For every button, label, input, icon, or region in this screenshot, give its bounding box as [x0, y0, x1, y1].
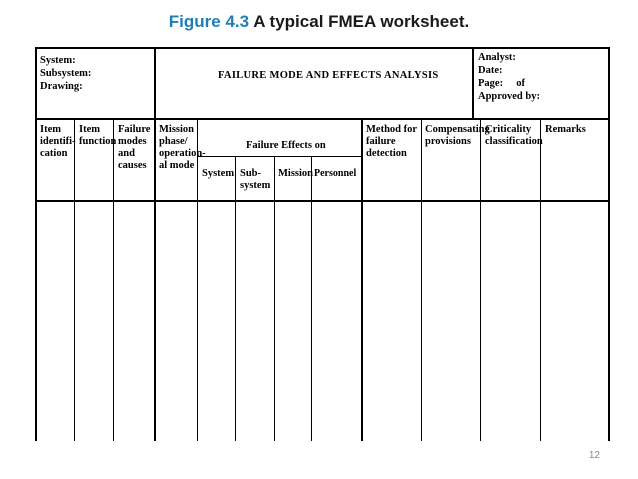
col-item-function: Item function	[79, 124, 117, 147]
col-line-11	[540, 118, 541, 441]
frame-right	[608, 47, 610, 441]
col-failure-effects-on: Failure Effects on	[246, 140, 326, 151]
date-label: Date:	[478, 65, 503, 76]
frame-left	[35, 47, 37, 441]
col-remarks: Remarks	[545, 124, 586, 135]
col-effects-personnel: Personnel	[314, 168, 357, 179]
column-header-bottom	[35, 200, 610, 202]
col-line-2	[113, 118, 114, 441]
col-effects-mission: Mission	[278, 168, 314, 179]
col-line-10	[480, 118, 481, 441]
analyst-label: Analyst:	[478, 52, 516, 63]
col-effects-subsystem: Sub- system	[240, 168, 271, 191]
header-divider-right	[472, 47, 474, 119]
col-line-1	[74, 118, 75, 441]
col-line-5	[235, 157, 236, 441]
col-failure-modes: Failure modes and causes	[118, 124, 151, 171]
system-label: System:	[40, 55, 76, 66]
col-method-detection: Method for failure detection	[366, 124, 418, 159]
worksheet-title: FAILURE MODE AND EFFECTS ANALYSIS	[218, 70, 439, 81]
col-effects-system: System	[202, 168, 235, 179]
header-bottom	[35, 118, 610, 120]
effects-subheader-line	[197, 156, 362, 157]
drawing-label: Drawing:	[40, 81, 83, 92]
col-compensating: Compensating provisions	[425, 124, 490, 147]
col-line-9	[421, 118, 422, 441]
frame-top	[35, 47, 610, 49]
page-label: Page: of	[478, 78, 525, 89]
page-number: 12	[588, 450, 600, 461]
figure-label: Figure 4.3	[168, 12, 250, 31]
subsystem-label: Subsystem:	[40, 68, 92, 79]
col-line-8	[361, 118, 363, 441]
approved-label: Approved by:	[478, 91, 540, 102]
figure-caption: A typical FMEA worksheet.	[253, 12, 470, 31]
col-line-6	[274, 157, 275, 441]
header-divider-left	[154, 47, 156, 119]
col-line-3	[154, 118, 156, 441]
col-mission-phase: Mission phase/ operation- al mode	[159, 124, 206, 171]
col-line-7	[311, 157, 312, 441]
col-item-identification: Item identifi- cation	[40, 124, 76, 159]
col-criticality: Criticality classification	[485, 124, 543, 147]
